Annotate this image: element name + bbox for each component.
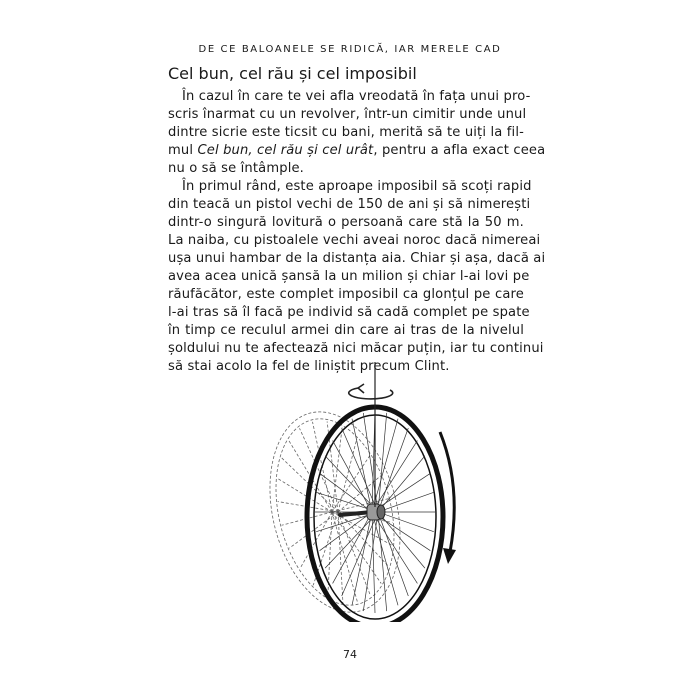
text-line: dintre sicrie este ticsit cu bani, merită să te uiți la fil- [168, 125, 524, 140]
running-header: DE CE BALOANELE SE RIDICĂ, IAR MERELE CAD [198, 44, 502, 55]
text-line: șoldului nu te afectează nici măcar puțin, iar tu continui [168, 341, 544, 356]
spoke [338, 512, 343, 603]
text-line: să stai acolo la fel de liniștit precum Clint. [168, 359, 450, 374]
text-line: scris înarmat cu un revolver, într-un cimitir unde unul [168, 107, 527, 122]
spoke [378, 428, 408, 512]
spoke [333, 441, 372, 512]
page-number: 74 [343, 648, 357, 661]
film-title: Cel bun, cel rău și cel urât [197, 143, 374, 158]
text-line: l-ai tras să îl facă pe individ să cadă complet pe spate [168, 305, 530, 320]
text-line: dintr-o singură lovitură o persoană care stă la 50 m. [168, 215, 524, 230]
text-line: răufăcător, este complet imposibil ca glonțul pe care [168, 287, 524, 302]
text-line: avea acea unică șansă la un milion și chiar l-ai lovi pe [168, 269, 530, 284]
text-line: ușa unui hambar de la distanța aia. Chiar și așa, dacă ai [168, 251, 546, 266]
text-fragment: mul [168, 143, 198, 158]
spoke [342, 512, 378, 596]
bicycle-wheel-gyroscope-illustration [250, 362, 490, 622]
body-text [168, 88, 546, 376]
text-fragment: , pentru a afla exact ceea [373, 143, 546, 158]
spoke [363, 512, 378, 611]
spoke [372, 512, 375, 613]
paragraph-1 [168, 88, 546, 178]
paragraph-2 [168, 178, 546, 376]
text-line: În primul rând, este aproape imposibil să scoți rapid [182, 179, 532, 194]
text-line [168, 142, 546, 160]
text-line: nu o să se întâmple. [168, 161, 304, 176]
text-line: în timp ce reculul armei din care ai tras de la nivelul [168, 323, 524, 338]
section-title: Cel bun, cel rău și cel imposibil [168, 64, 417, 83]
spoke [378, 512, 408, 596]
text-line: din teacă un pistol vechi de 150 de ani și să nimerești [168, 197, 531, 212]
spoke [338, 439, 357, 512]
text-line: În cazul în care te vei afla vreodată în fața unui pro- [182, 89, 531, 104]
text-line: La naiba, cu pistoalele vechi aveai noroc dacă nimereai [168, 233, 541, 248]
precession-arrow-icon [349, 384, 393, 399]
spoke [372, 441, 417, 512]
spoke [378, 413, 387, 512]
